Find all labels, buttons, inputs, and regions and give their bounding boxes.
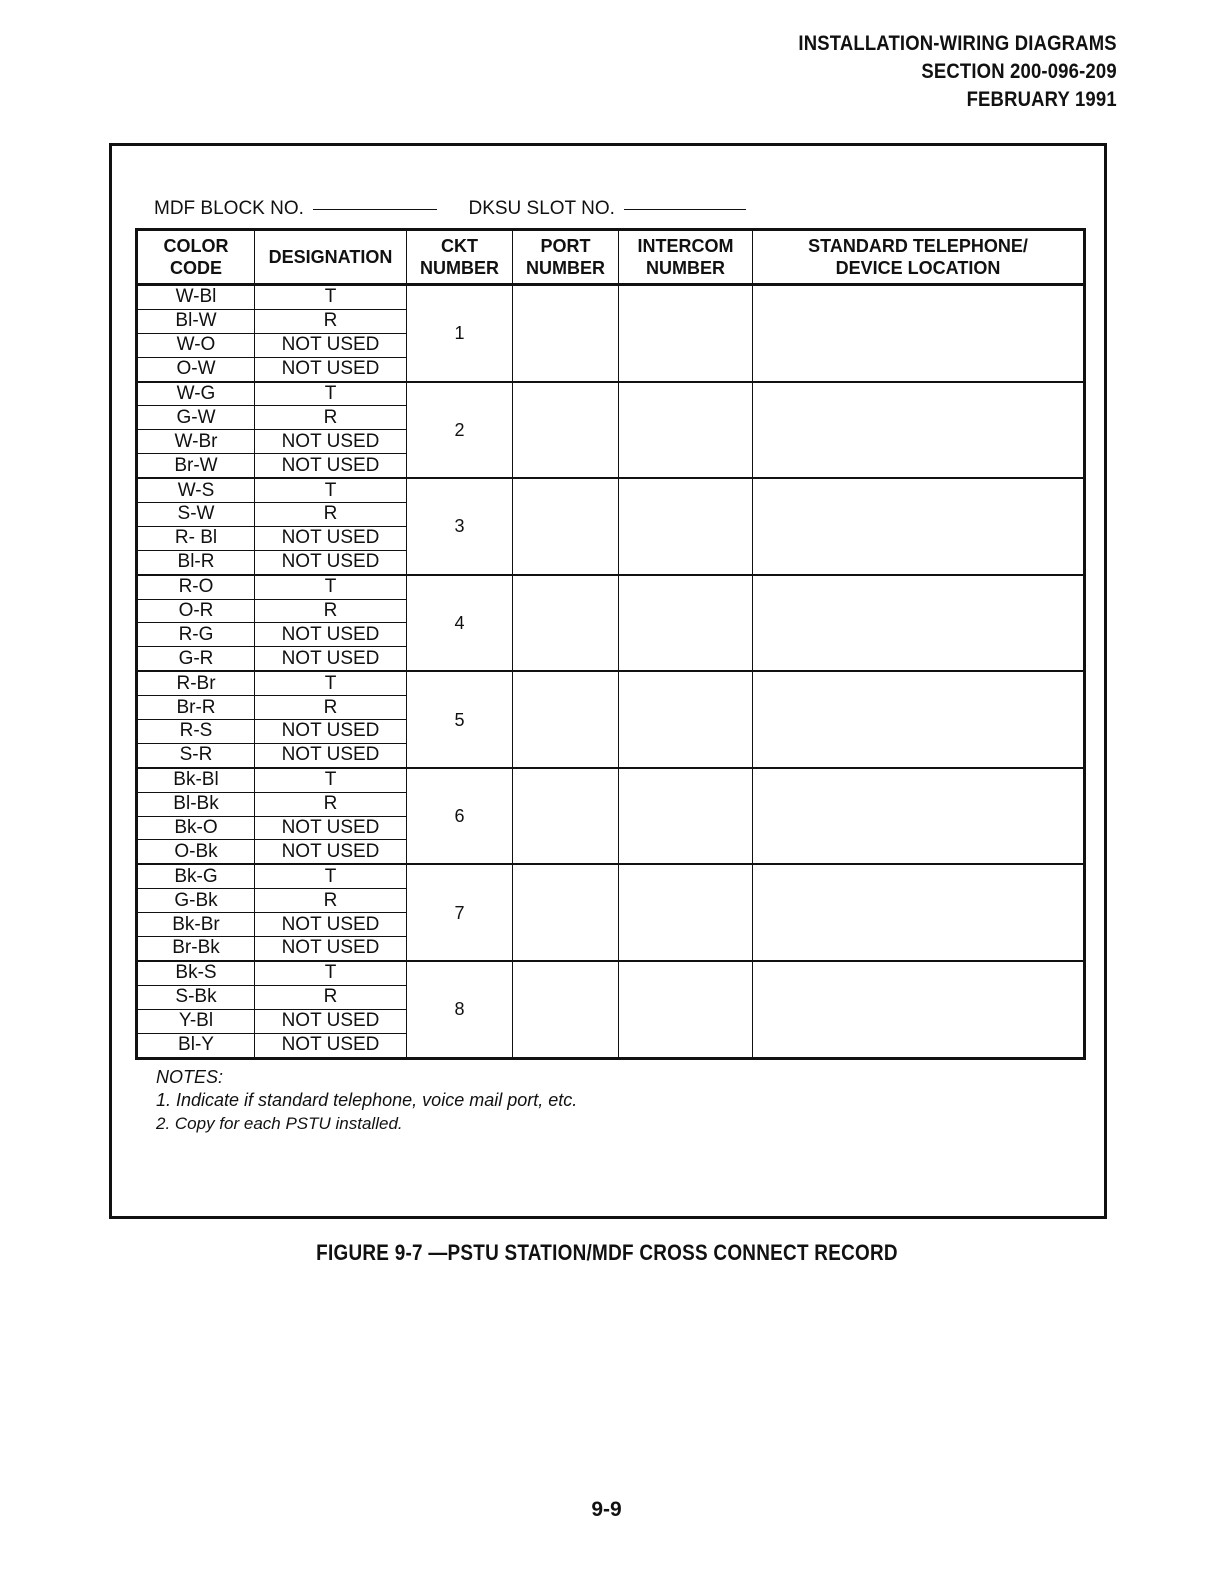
color-code-cell: R-Br <box>137 671 255 695</box>
ckt-number-cell: 2 <box>407 382 513 479</box>
color-code-cell: Br-R <box>137 696 255 720</box>
designation-cell: NOT USED <box>255 816 407 840</box>
color-code-cell: R- Bl <box>137 526 255 550</box>
ckt-number-cell: 3 <box>407 478 513 575</box>
color-code-cell: S-R <box>137 743 255 767</box>
col-ckt-number: CKT NUMBER <box>407 230 513 285</box>
color-code-cell: S-Bk <box>137 985 255 1009</box>
designation-cell: NOT USED <box>255 357 407 381</box>
device-location-cell[interactable] <box>753 285 1085 382</box>
color-code-cell: Bk-S <box>137 961 255 985</box>
form-fields-line <box>154 198 746 220</box>
table-row <box>137 961 1085 985</box>
port-number-cell[interactable] <box>513 478 619 575</box>
designation-cell: NOT USED <box>255 720 407 744</box>
table-header-row <box>137 230 1085 285</box>
intercom-number-cell[interactable] <box>619 768 753 865</box>
mdf-block-label: MDF BLOCK NO. <box>154 198 304 219</box>
color-code-cell: Br-W <box>137 454 255 478</box>
ckt-number-cell: 4 <box>407 575 513 672</box>
header-section: SECTION 200-096-209 <box>921 60 1117 83</box>
port-number-cell[interactable] <box>513 864 619 961</box>
designation-cell: R <box>255 985 407 1009</box>
intercom-number-cell[interactable] <box>619 961 753 1058</box>
ckt-number-cell: 1 <box>407 285 513 382</box>
color-code-cell: G-Bk <box>137 889 255 913</box>
table-row <box>137 478 1085 502</box>
designation-cell: T <box>255 575 407 599</box>
color-code-cell: G-R <box>137 647 255 671</box>
designation-cell: T <box>255 285 407 310</box>
color-code-cell: O-Bk <box>137 840 255 864</box>
designation-cell: R <box>255 503 407 527</box>
table-row <box>137 575 1085 599</box>
notes-title: NOTES: <box>156 1067 224 1087</box>
ckt-number-cell: 8 <box>407 961 513 1058</box>
cross-connect-table <box>135 228 1086 1060</box>
port-number-cell[interactable] <box>513 961 619 1058</box>
color-code-cell: Bl-Bk <box>137 792 255 816</box>
col-intercom-number: INTERCOM NUMBER <box>619 230 753 285</box>
mdf-block-blank <box>313 209 437 210</box>
table-row <box>137 768 1085 792</box>
table-row <box>137 382 1085 406</box>
color-code-cell: Bk-G <box>137 864 255 888</box>
designation-cell: NOT USED <box>255 937 407 961</box>
ckt-number-cell: 6 <box>407 768 513 865</box>
ckt-number-cell: 7 <box>407 864 513 961</box>
designation-cell: R <box>255 309 407 333</box>
color-code-cell: W-Bl <box>137 285 255 310</box>
intercom-number-cell[interactable] <box>619 382 753 479</box>
color-code-cell: Bk-O <box>137 816 255 840</box>
color-code-cell: W-S <box>137 478 255 502</box>
dksu-slot-blank <box>624 209 746 210</box>
designation-cell: NOT USED <box>255 333 407 357</box>
header-date: FEBRUARY 1991 <box>966 88 1117 111</box>
color-code-cell: W-Br <box>137 430 255 454</box>
intercom-number-cell[interactable] <box>619 575 753 672</box>
color-code-cell: Bl-Y <box>137 1033 255 1058</box>
designation-cell: R <box>255 792 407 816</box>
color-code-cell: Bk-Bl <box>137 768 255 792</box>
header-title: INSTALLATION-WIRING DIAGRAMS <box>798 32 1117 55</box>
port-number-cell[interactable] <box>513 285 619 382</box>
designation-cell: NOT USED <box>255 647 407 671</box>
designation-cell: NOT USED <box>255 623 407 647</box>
color-code-cell: S-W <box>137 503 255 527</box>
table-body <box>137 285 1085 1059</box>
table-row <box>137 864 1085 888</box>
designation-cell: T <box>255 961 407 985</box>
device-location-cell[interactable] <box>753 382 1085 479</box>
intercom-number-cell[interactable] <box>619 671 753 768</box>
color-code-cell: W-G <box>137 382 255 406</box>
col-device-location: STANDARD TELEPHONE/ DEVICE LOCATION <box>753 230 1085 285</box>
color-code-cell: Br-Bk <box>137 937 255 961</box>
note-2: 2. Copy for each PSTU installed. <box>156 1114 403 1133</box>
intercom-number-cell[interactable] <box>619 864 753 961</box>
color-code-cell: R-O <box>137 575 255 599</box>
col-designation: DESIGNATION <box>255 230 407 285</box>
ckt-number-cell: 5 <box>407 671 513 768</box>
device-location-cell[interactable] <box>753 575 1085 672</box>
designation-cell: NOT USED <box>255 454 407 478</box>
color-code-cell: Bl-W <box>137 309 255 333</box>
designation-cell: T <box>255 382 407 406</box>
color-code-cell: R-S <box>137 720 255 744</box>
designation-cell: R <box>255 889 407 913</box>
color-code-cell: Bl-R <box>137 550 255 574</box>
device-location-cell[interactable] <box>753 864 1085 961</box>
color-code-cell: W-O <box>137 333 255 357</box>
designation-cell: T <box>255 768 407 792</box>
note-1: 1. Indicate if standard telephone, voice mail port, etc. <box>156 1090 578 1110</box>
document-header <box>799 30 1117 114</box>
designation-cell: R <box>255 406 407 430</box>
port-number-cell[interactable] <box>513 575 619 672</box>
dksu-slot-label: DKSU SLOT NO. <box>468 198 615 219</box>
designation-cell: NOT USED <box>255 550 407 574</box>
table-row <box>137 285 1085 310</box>
designation-cell: NOT USED <box>255 1033 407 1058</box>
col-port-number: PORT NUMBER <box>513 230 619 285</box>
page-number: 9-9 <box>591 1498 622 1521</box>
designation-cell: NOT USED <box>255 1009 407 1033</box>
device-location-cell[interactable] <box>753 478 1085 575</box>
figure-caption: FIGURE 9-7 —PSTU STATION/MDF CROSS CONNECT RECORD <box>316 1240 898 1265</box>
port-number-cell[interactable] <box>513 768 619 865</box>
designation-cell: NOT USED <box>255 913 407 937</box>
color-code-cell: O-R <box>137 599 255 623</box>
device-location-cell[interactable] <box>753 961 1085 1058</box>
device-location-cell[interactable] <box>753 768 1085 865</box>
color-code-cell: O-W <box>137 357 255 381</box>
port-number-cell[interactable] <box>513 382 619 479</box>
col-color-code: COLOR CODE <box>137 230 255 285</box>
designation-cell: T <box>255 864 407 888</box>
designation-cell: NOT USED <box>255 840 407 864</box>
designation-cell: R <box>255 696 407 720</box>
port-number-cell[interactable] <box>513 671 619 768</box>
notes-block <box>156 1066 577 1135</box>
color-code-cell: Y-Bl <box>137 1009 255 1033</box>
designation-cell: R <box>255 599 407 623</box>
designation-cell: NOT USED <box>255 526 407 550</box>
color-code-cell: R-G <box>137 623 255 647</box>
intercom-number-cell[interactable] <box>619 478 753 575</box>
designation-cell: T <box>255 671 407 695</box>
designation-cell: NOT USED <box>255 430 407 454</box>
device-location-cell[interactable] <box>753 671 1085 768</box>
color-code-cell: Bk-Br <box>137 913 255 937</box>
color-code-cell: G-W <box>137 406 255 430</box>
table-row <box>137 671 1085 695</box>
designation-cell: NOT USED <box>255 743 407 767</box>
intercom-number-cell[interactable] <box>619 285 753 382</box>
designation-cell: T <box>255 478 407 502</box>
